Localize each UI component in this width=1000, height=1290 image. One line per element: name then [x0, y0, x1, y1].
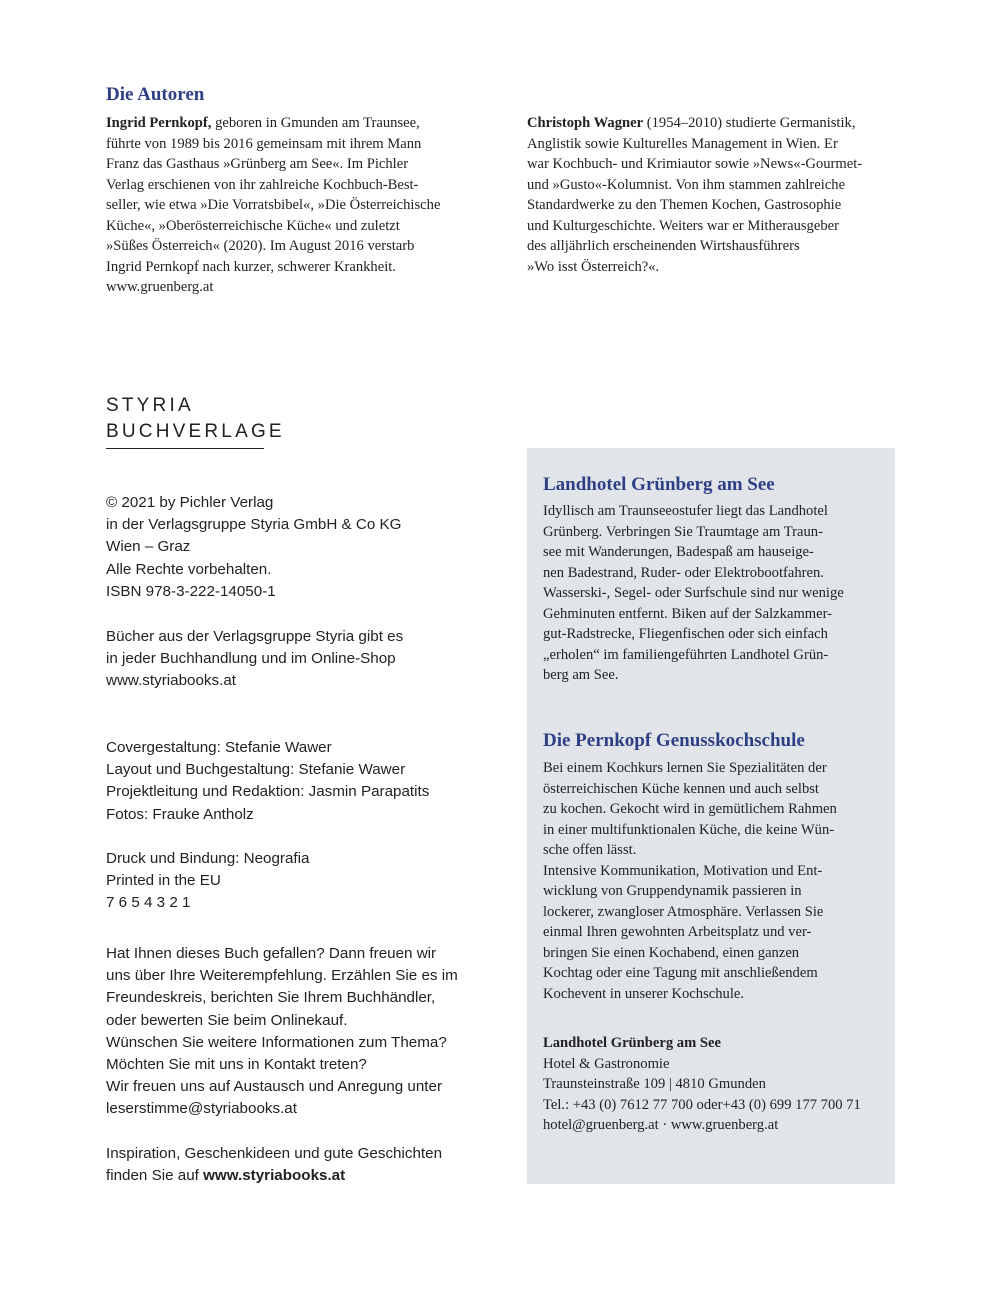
text-line: Bei einem Kochkurs lernen Sie Spezialitäten der [543, 760, 827, 776]
hotel-contact [543, 1033, 861, 1136]
imprint-line: finden Sie auf www.styriabooks.at [106, 1167, 346, 1185]
imprint-line: Wir freuen uns auf Austausch und Anregung unter [106, 1078, 443, 1096]
bio-line: und Kulturgeschichte. Weiters war er Mitherausgeber [527, 217, 839, 234]
bio-line: und »Gusto«-Kolumnist. Von ihm stammen zahlreiche [527, 176, 846, 193]
text-line: wicklung von Gruppendynamik passieren in [543, 883, 802, 899]
bio-line: Standardwerke zu den Themen Kochen, Gastrosophie [527, 197, 842, 213]
contact-phone: Tel.: +43 (0) 7612 77 700 oder+43 (0) 699 177 700 71 [543, 1096, 861, 1113]
imprint-copyright [106, 492, 401, 603]
imprint-feedback [106, 943, 458, 1121]
bio-line: Franz das Gasthaus »Grünberg am See«. Im Pichler [106, 156, 409, 172]
author-name: Christoph Wagner [527, 115, 644, 131]
text-line: nen Badestrand, Ruder- oder Elektrobootfahren. [543, 564, 824, 581]
bio-line: seller, wie etwa »Die Vorratsbibel«, »Die Österreichische [106, 197, 441, 213]
text-line: zu kochen. Gekocht wird in gemütlichem Rahmen [543, 801, 837, 817]
website-link[interactable]: www.styriabooks.at [203, 1167, 346, 1185]
bio-line: Ingrid Pernkopf, geboren in Gmunden am Traunsee, [106, 115, 420, 131]
text-line: berg am See. [543, 667, 619, 683]
imprint-line: Freundeskreis, berichten Sie Ihrem Buchhändler, [106, 989, 436, 1007]
imprint-line: Möchten Sie mit uns in Kontakt treten? [106, 1056, 367, 1074]
text-line: in einer multifunktionalen Küche, die keine Wün- [543, 821, 835, 838]
text-line: „erholen“ im familiengeführten Landhotel Grün- [543, 646, 829, 663]
imprint-line: Hat Ihnen dieses Buch gefallen? Dann freuen wir [106, 945, 437, 962]
publisher-logo [106, 393, 285, 445]
bio-line: Christoph Wagner (1954–2010) studierte Germanistik, [527, 115, 856, 131]
imprint-line: Layout und Buchgestaltung: Stefanie Wawer [106, 761, 406, 779]
imprint-availability [106, 626, 403, 693]
imprint-line: Druck und Bindung: Neografia [106, 850, 310, 867]
text-line: Idyllisch am Traunseeostufer liegt das Landhotel [543, 503, 828, 519]
bio-line: des alljährlich erscheinenden Wirtshausführers [527, 238, 800, 254]
contact-email-website[interactable]: hotel@gruenberg.at · www.gruenberg.at [543, 1117, 779, 1133]
imprint-line: Alle Rechte vorbehalten. [106, 560, 272, 578]
text-line: bringen Sie einen Kochabend, einen ganzen [543, 944, 800, 961]
text-line: Kochtag oder eine Tagung mit anschließendem [543, 965, 818, 981]
text-line: Kochevent in unserer Kochschule. [543, 985, 744, 1002]
imprint-line: Fotos: Frauke Antholz [106, 805, 254, 823]
imprint-line: Printed in the EU [106, 872, 221, 890]
bio-line: führte von 1989 bis 2016 gemeinsam mit ihrem Mann [106, 135, 422, 152]
imprint-line: © 2021 by Pichler Verlag [106, 494, 274, 511]
text-line: see mit Wanderungen, Badespaß am hauseige- [543, 544, 814, 560]
print-run-numbers: 7 6 5 4 3 2 1 [106, 894, 191, 912]
email-link[interactable]: leserstimme@styriabooks.at [106, 1100, 297, 1118]
text-line: gut-Radstrecke, Fliegenfischen oder sich einfach [543, 626, 828, 642]
isbn: ISBN 978-3-222-14050-1 [106, 582, 276, 600]
text-line: lockerer, zwangloser Atmosphäre. Verlassen Sie [543, 903, 824, 920]
text-line: österreichischen Küche kennen und auch selbst [543, 780, 819, 797]
text-line: Intensive Kommunikation, Motivation und Ent- [543, 862, 823, 879]
imprint-line: Wien – Graz [106, 538, 191, 556]
hotel-heading: Landhotel Grünberg am See [543, 474, 775, 495]
author-name: Ingrid Pernkopf, [106, 115, 212, 131]
bio-christoph-wagner [527, 113, 907, 277]
logo-line: BUCHVERLAGE [106, 421, 285, 442]
contact-line: Hotel & Gastronomie [543, 1055, 670, 1072]
imprint-printing [106, 848, 309, 915]
contact-address: Traunsteinstraße 109 | 4810 Gmunden [543, 1076, 766, 1092]
imprint-line: Covergestaltung: Stefanie Wawer [106, 739, 332, 756]
imprint-line: Wünschen Sie weitere Informationen zum Thema? [106, 1033, 447, 1051]
bio-line: »Süßes Österreich« (2020). Im August 2016 verstarb [106, 238, 415, 254]
imprint-line: Inspiration, Geschenkideen und gute Geschichten [106, 1145, 443, 1162]
website-link[interactable]: www.gruenberg.at [106, 279, 214, 295]
text-line: Grünberg. Verbringen Sie Traumtage am Traun- [543, 523, 823, 540]
text-line: Wasserski-, Segel- oder Surfschule sind nur wenige [543, 585, 844, 601]
logo-line: STYRIA [106, 395, 194, 416]
bio-line: Ingrid Pernkopf nach kurzer, schwerer Krankheit. [106, 258, 396, 275]
authors-heading: Die Autoren [106, 84, 205, 105]
bio-line: Küche«, »Oberösterreichische Küche« und zuletzt [106, 217, 400, 234]
contact-name: Landhotel Grünberg am See [543, 1035, 721, 1051]
imprint-line: uns über Ihre Weiterempfehlung. Erzählen Sie es im [106, 967, 458, 985]
website-link[interactable]: www.styriabooks.at [106, 672, 236, 690]
bio-line: »Wo isst Österreich?«. [527, 258, 660, 275]
text-line: einmal Ihren gewohnten Arbeitsplatz und ver- [543, 924, 812, 940]
imprint-line: Projektleitung und Redaktion: Jasmin Parapatits [106, 783, 430, 801]
bio-line: Anglistik sowie Kulturelles Management in Wien. Er [527, 135, 838, 152]
text-line: sche offen lässt. [543, 842, 637, 858]
bio-line: war Kochbuch- und Krimiautor sowie »News«-Gourmet- [527, 156, 863, 172]
imprint-line: oder bewerten Sie beim Onlinekauf. [106, 1011, 348, 1029]
text-line: Gehminuten entfernt. Biken auf der Salzkammer- [543, 605, 833, 622]
imprint-line: Bücher aus der Verlagsgruppe Styria gibt es [106, 628, 404, 645]
imprint-line: in der Verlagsgruppe Styria GmbH & Co KG [106, 516, 402, 534]
bio-ingrid-pernkopf [106, 113, 486, 298]
cooking-school-heading: Die Pernkopf Genusskochschule [543, 730, 805, 751]
imprint-credits [106, 737, 429, 826]
imprint-line: in jeder Buchhandlung und im Online-Shop [106, 650, 396, 668]
hotel-description [543, 501, 844, 686]
logo-underline [106, 448, 264, 449]
bio-line: Verlag erschienen von ihr zahlreiche Kochbuch-Best- [106, 176, 419, 193]
imprint-inspiration [106, 1143, 442, 1187]
cooking-school-description [543, 758, 837, 1004]
